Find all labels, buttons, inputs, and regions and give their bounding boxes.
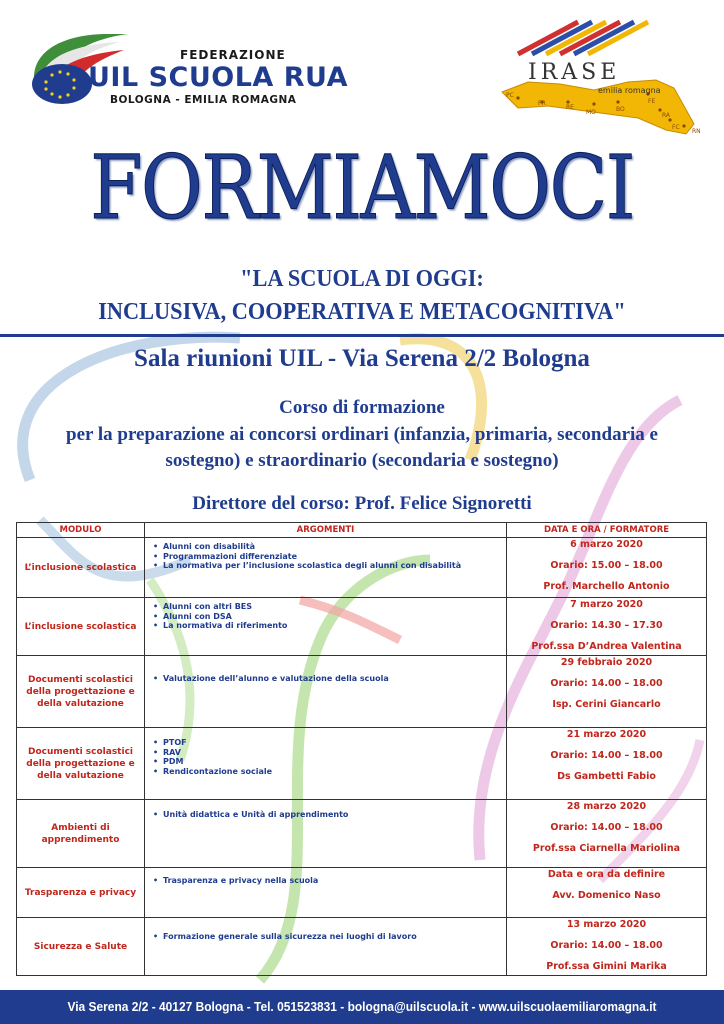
topic-item: • Programmazioni differenziate xyxy=(153,552,506,562)
session-date: 28 marzo 2020 xyxy=(566,801,647,812)
module-cell: Trasparenza e privacy xyxy=(17,868,145,918)
course-director: Direttore del corso: Prof. Felice Signoretti xyxy=(192,493,532,514)
logo-region-text: BOLOGNA - EMILIA ROMAGNA xyxy=(110,94,297,106)
map-city-fe: FE xyxy=(648,98,656,105)
topics-cell xyxy=(145,538,507,598)
session-date: 21 marzo 2020 xyxy=(566,729,647,740)
session-date: 7 marzo 2020 xyxy=(570,599,643,610)
session-date: Data e ora da definire xyxy=(547,869,666,880)
session-date: 29 febbraio 2020 xyxy=(560,657,653,668)
map-city-pr: PR xyxy=(538,100,546,107)
subtitle-line-2: INCLUSIVA, COOPERATIVA E METACOGNITIVA" xyxy=(98,299,626,325)
table-row xyxy=(17,598,707,656)
topic-item: • Alunni con altri BES xyxy=(153,602,506,612)
header-argomenti: ARGOMENTI xyxy=(145,523,507,538)
course-title: Corso di formazione xyxy=(279,397,445,418)
page-title: FORMIAMOCI xyxy=(90,136,634,239)
topics-cell xyxy=(145,598,507,656)
topic-item: • PDM xyxy=(153,757,506,767)
module-cell: Documenti scolastici della progettazione e della valutazione xyxy=(17,656,145,728)
session-trainer: Ds Gambetti Fabio xyxy=(557,771,656,782)
logo-federazione-text: FEDERAZIONE xyxy=(180,48,286,62)
table-row xyxy=(17,918,707,976)
topic-item: • La normativa per l’inclusione scolastica degli alunni con disabilità xyxy=(153,561,506,571)
topics-cell xyxy=(145,918,507,976)
session-time: Orario: 14.00 – 18.00 xyxy=(550,822,663,833)
session-trainer: Prof. Marchello Antonio xyxy=(543,581,670,592)
course-description-line-1: per la preparazione ai concorsi ordinari (infanzia, primaria, secondaria e xyxy=(66,424,658,445)
map-city-fc: FC xyxy=(672,124,680,131)
session-trainer: Prof.ssa Ciarnella Mariolina xyxy=(532,843,681,854)
session-trainer: Prof.ssa D’Andrea Valentina xyxy=(531,641,682,652)
map-city-pc: PC xyxy=(506,92,514,99)
session-date: 13 marzo 2020 xyxy=(566,919,647,930)
table-header-row xyxy=(17,523,707,538)
module-cell: Documenti scolastici della progettazione e della valutazione xyxy=(17,728,145,800)
location-text: Sala riunioni UIL - Via Serena 2/2 Bologna xyxy=(134,345,590,372)
topic-item: • Alunni con DSA xyxy=(153,612,506,622)
table-row xyxy=(17,868,707,918)
session-time: Orario: 14.00 – 18.00 xyxy=(550,678,663,689)
irase-region-text: emilia romagna xyxy=(598,86,661,95)
map-city-rn: RN xyxy=(692,128,701,135)
module-cell: L’inclusione scolastica xyxy=(17,598,145,656)
schedule-cell xyxy=(507,918,707,976)
session-time: Orario: 14.30 – 17.30 xyxy=(550,620,663,631)
subtitle-line-1: "LA SCUOLA DI OGGI: xyxy=(240,266,484,292)
session-trainer: Avv. Domenico Naso xyxy=(552,890,661,901)
schedule-cell xyxy=(507,538,707,598)
module-cell: Sicurezza e Salute xyxy=(17,918,145,976)
topic-item: • Alunni con disabilità xyxy=(153,542,506,552)
session-time: Orario: 14.00 – 18.00 xyxy=(550,940,663,951)
table-row xyxy=(17,800,707,868)
topics-cell xyxy=(145,800,507,868)
footer-contact-text: Via Serena 2/2 - 40127 Bologna - Tel. 051523831 - bologna@uilscuola.it - www.uilscuolaemiliaromagna.it xyxy=(67,999,657,1014)
header-data-ora-formatore: DATA E ORA / FORMATORE xyxy=(507,523,707,538)
topic-item: • Trasparenza e privacy nella scuola xyxy=(153,876,506,886)
uil-scuola-logo xyxy=(28,28,348,108)
topics-cell xyxy=(145,656,507,728)
logo-uil-scuola-rua-text: UIL SCUOLA RUA xyxy=(88,62,348,93)
schedule-table xyxy=(16,522,707,976)
topic-item: • PTOF xyxy=(153,738,506,748)
map-city-ra: RA xyxy=(662,112,671,119)
divider-line xyxy=(0,334,724,337)
topic-item: • Valutazione dell’alunno e valutazione della scuola xyxy=(153,674,506,684)
irase-logo xyxy=(498,14,708,139)
topics-cell xyxy=(145,728,507,800)
session-time: Orario: 15.00 – 18.00 xyxy=(550,560,663,571)
topic-item: • Formazione generale sulla sicurezza nei luoghi di lavoro xyxy=(153,932,506,942)
session-trainer: Isp. Cerini Giancarlo xyxy=(552,699,661,710)
schedule-cell xyxy=(507,598,707,656)
session-date: 6 marzo 2020 xyxy=(570,539,643,550)
topic-item: • RAV xyxy=(153,748,506,758)
header-modulo: MODULO xyxy=(17,523,145,538)
session-time: Orario: 14.00 – 18.00 xyxy=(550,750,663,761)
map-city-re: RE xyxy=(566,104,574,111)
table-row xyxy=(17,538,707,598)
topic-item: • Rendicontazione sociale xyxy=(153,767,506,777)
table-row xyxy=(17,728,707,800)
topic-item: • La normativa di riferimento xyxy=(153,621,506,631)
session-trainer: Prof.ssa Gimini Marika xyxy=(546,961,667,972)
map-city-bo: BO xyxy=(616,106,625,113)
footer-bar xyxy=(0,990,724,1024)
table-row xyxy=(17,656,707,728)
topic-item: • Unità didattica e Unità di apprendimento xyxy=(153,810,506,820)
irase-name-text: IRASE xyxy=(528,60,621,85)
schedule-cell xyxy=(507,728,707,800)
module-cell: L’inclusione scolastica xyxy=(17,538,145,598)
schedule-cell xyxy=(507,800,707,868)
topics-cell xyxy=(145,868,507,918)
schedule-cell xyxy=(507,656,707,728)
map-city-mo: MO xyxy=(586,109,596,116)
schedule-cell xyxy=(507,868,707,918)
course-description-line-2: sostegno) e straordinario (secondaria e sostegno) xyxy=(165,450,559,471)
module-cell: Ambienti di apprendimento xyxy=(17,800,145,868)
